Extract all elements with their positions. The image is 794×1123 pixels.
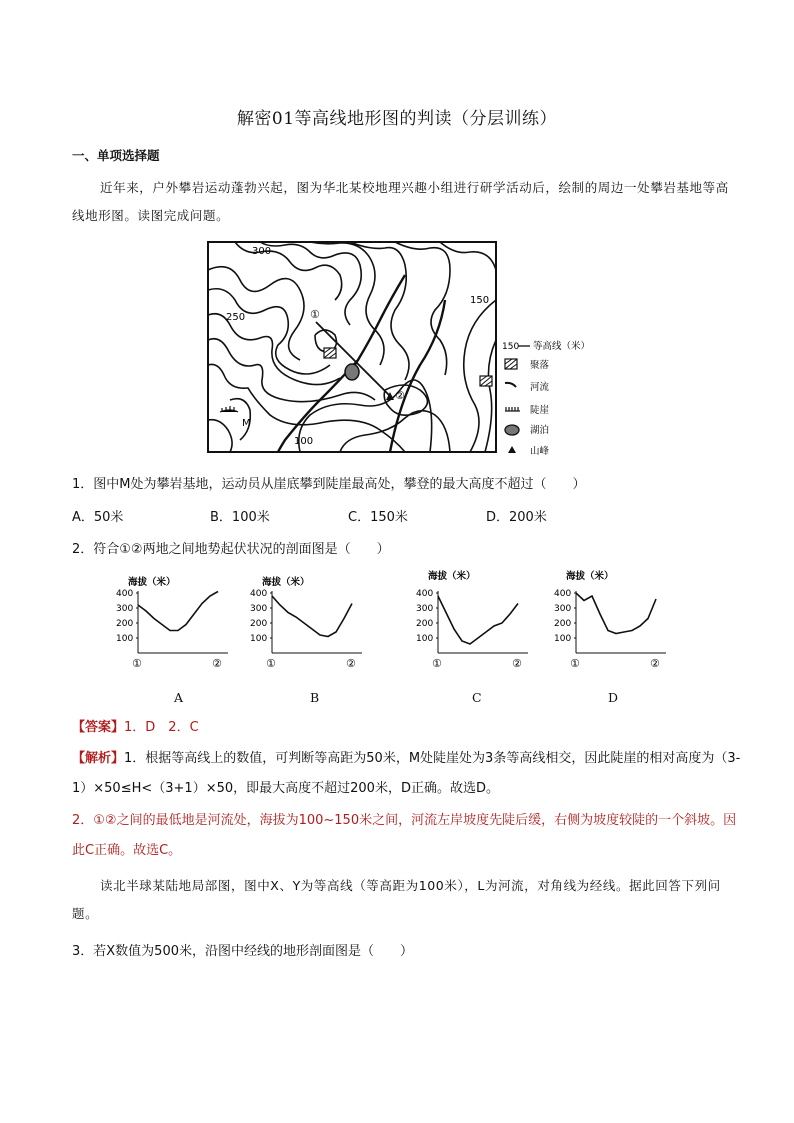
profile-tick-label: 200 bbox=[554, 619, 572, 629]
answer-label: 【答案】 bbox=[72, 720, 125, 735]
profile-ylabel: 海拔（米） bbox=[428, 571, 476, 582]
page-title: 解密01等高线地形图的判读（分层训练） bbox=[236, 109, 558, 129]
legend-peak-label: 山峰 bbox=[530, 446, 550, 457]
profile-start-label: ① bbox=[570, 657, 580, 670]
section-heading: 一、单项选择题 bbox=[72, 148, 160, 163]
profile-ylabel: 海拔（米） bbox=[566, 571, 614, 582]
settlement-icon bbox=[324, 348, 336, 358]
profile-tick-label: 200 bbox=[116, 619, 134, 629]
question-2-stem: 2．符合①②两地之间地势起伏状况的剖面图是（ ） bbox=[72, 542, 390, 557]
profile-ylabel: 海拔（米） bbox=[262, 577, 310, 588]
contour-label-250: 250 bbox=[226, 312, 246, 323]
question-1-stem: 1．图中M处为攀岩基地，运动员从崖底攀到陡崖最高处，攀登的最大高度不超过（ ） bbox=[72, 477, 586, 492]
lake-icon bbox=[345, 364, 359, 380]
profile-line-d bbox=[576, 593, 656, 634]
legend-cliff-label: 陡崖 bbox=[530, 405, 550, 416]
profile-line-a bbox=[138, 592, 218, 631]
profile-end-label: ② bbox=[512, 657, 522, 670]
legend-river-label: 河流 bbox=[530, 382, 550, 393]
profile-start-label: ① bbox=[132, 657, 142, 670]
intro-paragraph: 近年来，户外攀岩运动蓬勃兴起，图为华北某校地理兴趣小组进行研学活动后，绘制的周边一处攀岩基地等高线地形图。读图完成问题。 bbox=[72, 180, 729, 223]
panel-label-d: D bbox=[608, 690, 619, 705]
profile-tick-label: 300 bbox=[554, 604, 572, 614]
panel-label-a: A bbox=[174, 690, 184, 705]
contour-label-300: 300 bbox=[252, 246, 272, 257]
river-icon bbox=[505, 383, 516, 387]
profile-end-label: ② bbox=[346, 657, 356, 670]
contour-map bbox=[200, 240, 620, 458]
legend-lake-label: 湖泊 bbox=[530, 425, 550, 436]
q1-option-c[interactable]: C．150米 bbox=[348, 510, 408, 525]
question-3-stem: 3．若X数值为500米，沿图中经线的地形剖面图是（ ） bbox=[72, 944, 413, 959]
intro-paragraph-2: 读北半球某陆地局部图，图中X、Y为等高线（等高距为100米），L为河流，对角线为经线。据此回答下列问题。 bbox=[72, 878, 721, 921]
lake-icon bbox=[505, 425, 519, 435]
profile-charts bbox=[100, 563, 700, 703]
profile-tick-label: 100 bbox=[554, 634, 572, 644]
analysis-p1: 1．根据等高线上的数值，可判断等高距为50米，M处陡崖处为3条等高线相交，因此陡崖的相对高度为（3-1）×50≤H<（3+1）×50，即最大高度不超过200米，D正确。故选D。 bbox=[72, 751, 741, 796]
peak-icon bbox=[508, 446, 516, 453]
panel-label-c: C bbox=[472, 690, 482, 705]
profile-line-c bbox=[438, 596, 518, 644]
profile-tick-label: 400 bbox=[554, 589, 572, 599]
profile-start-label: ① bbox=[432, 657, 442, 670]
legend-contour-prefix: 150 bbox=[502, 342, 520, 352]
profile-end-label: ② bbox=[650, 657, 660, 670]
settlement-icon bbox=[505, 359, 517, 369]
contour-label-100: 100 bbox=[294, 436, 314, 447]
point-m-label: M bbox=[242, 418, 251, 429]
settlement-icon-2 bbox=[480, 376, 492, 386]
analysis-p2: 2．①②之间的最低地是河流处，海拔为100~150米之间，河流左岸坡度先陡后缓，右侧为坡度较陡的一个斜坡。因此C正确。故选C。 bbox=[72, 813, 737, 858]
analysis-block bbox=[72, 744, 742, 804]
profile-tick-label: 400 bbox=[250, 589, 268, 599]
profile-tick-label: 400 bbox=[116, 589, 134, 599]
panel-label-b: B bbox=[310, 690, 320, 705]
profile-tick-label: 100 bbox=[416, 634, 434, 644]
profile-start-label: ① bbox=[266, 657, 276, 670]
answer-text: 1．D 2．C bbox=[124, 720, 199, 735]
profile-tick-label: 400 bbox=[416, 589, 434, 599]
q1-option-a[interactable]: A．50米 bbox=[72, 510, 124, 525]
profile-tick-label: 100 bbox=[116, 634, 134, 644]
point-1-label: ① bbox=[310, 308, 320, 321]
legend-settlement-label: 聚落 bbox=[530, 360, 550, 371]
profile-tick-label: 300 bbox=[116, 604, 134, 614]
q1-option-b[interactable]: B．100米 bbox=[210, 510, 270, 525]
profile-tick-label: 200 bbox=[250, 619, 268, 629]
profile-tick-label: 300 bbox=[250, 604, 268, 614]
contour-label-150: 150 bbox=[470, 295, 490, 306]
profile-tick-label: 200 bbox=[416, 619, 434, 629]
map-legend bbox=[502, 340, 590, 457]
point-2-label: ② bbox=[395, 389, 405, 402]
profile-line-b bbox=[272, 596, 352, 637]
profile-end-label: ② bbox=[212, 657, 222, 670]
cliff-icon bbox=[505, 407, 520, 411]
answer-line bbox=[72, 713, 742, 743]
profile-ylabel: 海拔（米） bbox=[128, 577, 176, 588]
analysis-label: 【解析】 bbox=[72, 751, 125, 766]
q1-option-d[interactable]: D．200米 bbox=[486, 510, 547, 525]
legend-contour-label: 等高线（米） bbox=[533, 341, 591, 352]
profile-tick-label: 300 bbox=[416, 604, 434, 614]
profile-tick-label: 100 bbox=[250, 634, 268, 644]
